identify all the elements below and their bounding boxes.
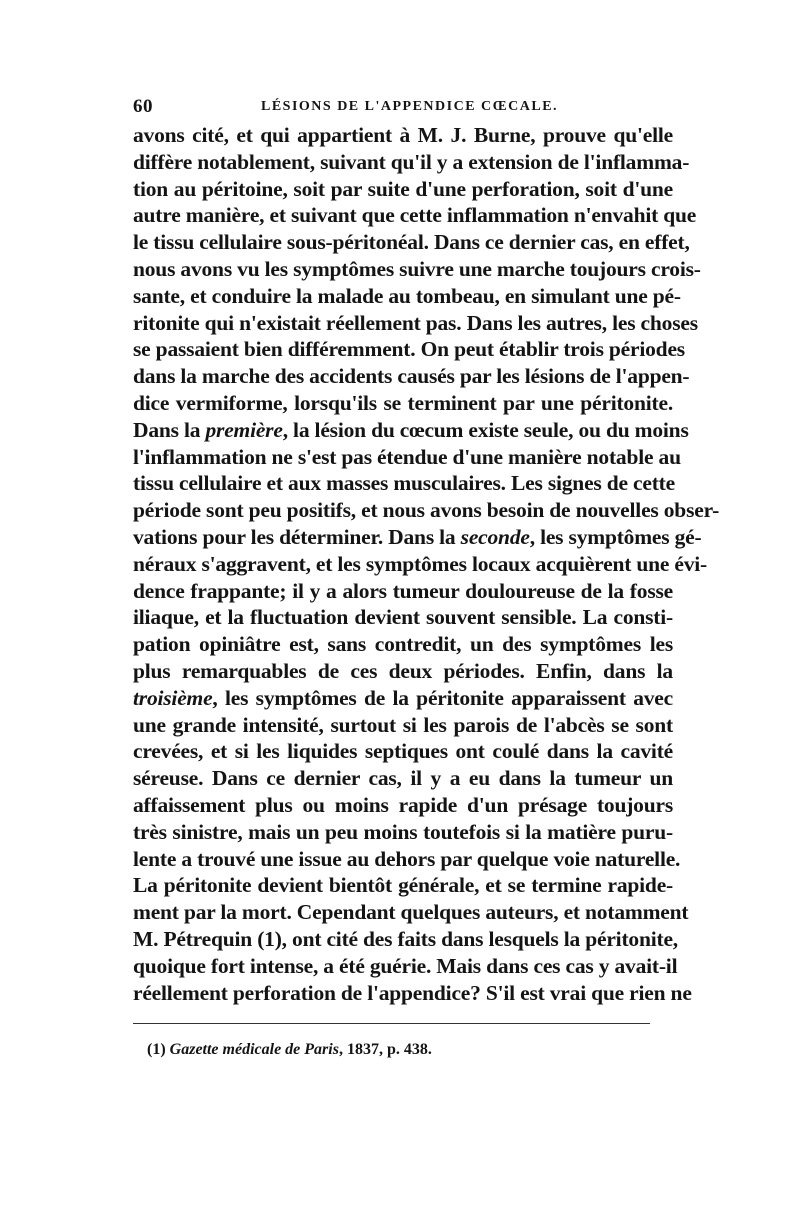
text-line: dice vermiforme, lorsqu'ils se terminent par une péritonite. bbox=[133, 390, 673, 415]
text-line-with-italic bbox=[133, 685, 673, 712]
line-text: Dans la bbox=[133, 417, 206, 442]
running-title: LÉSIONS DE L'APPENDICE CŒCALE. bbox=[261, 99, 559, 114]
text-line: crevées, et si les liquides septiques ont coulé dans la cavité bbox=[133, 739, 673, 764]
text-line: ritonite qui n'existait réellement pas. Dans les autres, les choses bbox=[133, 310, 698, 335]
footnote-citation: , 1837, p. 438. bbox=[338, 1041, 432, 1058]
text-line: très sinistre, mais un peu moins toutefois si la matière puru- bbox=[133, 819, 673, 844]
text-line: une grande intensité, surtout si les parois de l'abcès se sont bbox=[133, 712, 673, 737]
text-line: séreuse. Dans ce dernier cas, il y a eu dans la tumeur un bbox=[133, 766, 673, 791]
text-line: diffère notablement, suivant qu'il y a extension de l'inflamma- bbox=[133, 149, 690, 174]
footnote-journal: Gazette médicale de Paris bbox=[169, 1041, 339, 1058]
italic-term-troisieme: troisième bbox=[133, 685, 213, 710]
text-line: réellement perforation de l'appendice? S'il est vrai que rien ne bbox=[133, 980, 692, 1005]
text-line: La péritonite devient bientôt générale, et se termine rapide- bbox=[133, 873, 673, 898]
text-line: se passaient bien différemment. On peut établir trois périodes bbox=[133, 337, 685, 362]
footnote bbox=[147, 1041, 432, 1059]
line-text: , les symptômes gé- bbox=[529, 524, 702, 549]
text-line: tion au péritoine, soit par suite d'une perforation, soit d'une bbox=[133, 176, 673, 201]
text-line: néraux s'aggravent, et les symptômes locaux acquièrent une évi- bbox=[133, 551, 708, 576]
text-line: dans la marche des accidents causés par les lésions de l'appen- bbox=[133, 364, 690, 389]
line-text: , les symptômes de la péritonite apparaissent avec bbox=[212, 685, 673, 710]
text-line-with-italic bbox=[133, 417, 689, 444]
text-line: période sont peu positifs, et nous avons besoin de nouvelles obser- bbox=[133, 498, 720, 523]
footnote-marker: (1) bbox=[147, 1041, 170, 1058]
text-line: avons cité, et qui appartient à M. J. Burne, prouve qu'elle bbox=[133, 123, 673, 147]
text-line-with-italic bbox=[133, 524, 702, 551]
text-line: M. Pétrequin (1), ont cité des faits dans lesquels la péritonite, bbox=[133, 926, 678, 951]
line-text: , la lésion du cœcum existe seule, ou du moins bbox=[282, 417, 689, 442]
text-line: lente a trouvé une issue au dehors par quelque voie naturelle. bbox=[133, 846, 681, 871]
text-line: plus remarquables de ces deux périodes. Enfin, dans la bbox=[133, 658, 673, 683]
text-line: quoique fort intense, a été guérie. Mais dans ces cas y avait-il bbox=[133, 953, 678, 978]
text-line: affaissement plus ou moins rapide d'un présage toujours bbox=[133, 792, 673, 817]
text-line: nous avons vu les symptômes suivre une marche toujours crois- bbox=[133, 256, 701, 281]
text-line: iliaque, et la fluctuation devient souvent sensible. La consti- bbox=[133, 605, 673, 630]
text-line: tissu cellulaire et aux masses musculaires. Les signes de cette bbox=[133, 471, 675, 496]
body-text bbox=[133, 122, 720, 1006]
page-number: 60 bbox=[133, 96, 153, 117]
text-line: pation opiniâtre est, sans contredit, un des symptômes les bbox=[133, 632, 673, 657]
text-line: dence frappante; il y a alors tumeur douloureuse de la fosse bbox=[133, 578, 673, 603]
text-line: ment par la mort. Cependant quelques auteurs, et notamment bbox=[133, 900, 689, 925]
line-text: vations pour les déterminer. Dans la bbox=[133, 524, 461, 549]
italic-term-premiere: première bbox=[205, 417, 283, 442]
text-line: le tissu cellulaire sous-péritonéal. Dans ce dernier cas, en effet, bbox=[133, 230, 690, 255]
text-line: autre manière, et suivant que cette inflammation n'envahit que bbox=[133, 203, 697, 228]
text-line: l'inflammation ne s'est pas étendue d'une manière notable au bbox=[133, 444, 681, 469]
text-line: sante, et conduire la malade au tombeau, en simulant une pé- bbox=[133, 283, 681, 308]
footnote-divider bbox=[133, 1023, 650, 1024]
italic-term-seconde: seconde bbox=[460, 524, 530, 549]
